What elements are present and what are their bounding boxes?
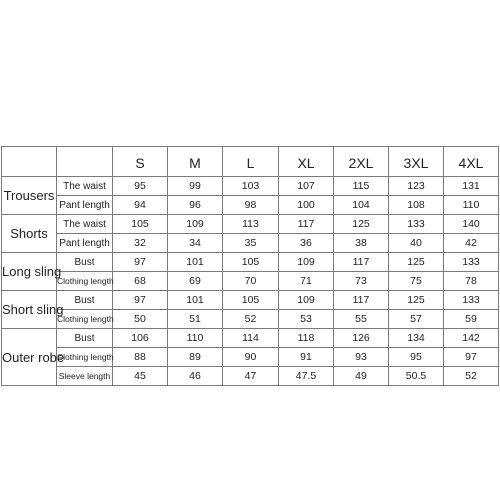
size-value-cell: 103 xyxy=(223,177,279,196)
size-value-cell: 110 xyxy=(444,196,499,215)
size-value-cell: 55 xyxy=(334,310,389,329)
table-row xyxy=(2,329,499,348)
size-value-cell: 142 xyxy=(444,329,499,348)
size-value-cell: 126 xyxy=(334,329,389,348)
size-value-cell: 110 xyxy=(168,329,223,348)
size-value-cell: 101 xyxy=(168,291,223,310)
header-row xyxy=(2,147,499,177)
size-value-cell: 49 xyxy=(334,367,389,386)
size-value-cell: 35 xyxy=(223,234,279,253)
size-value-cell: 109 xyxy=(279,291,334,310)
table-row xyxy=(2,177,499,196)
size-value-cell: 134 xyxy=(389,329,444,348)
size-value-cell: 133 xyxy=(389,215,444,234)
table-row xyxy=(2,215,499,234)
size-header-3xl: 3XL xyxy=(389,147,444,177)
size-value-cell: 98 xyxy=(223,196,279,215)
size-value-cell: 38 xyxy=(334,234,389,253)
size-value-cell: 68 xyxy=(113,272,168,291)
category-label: Trousers xyxy=(2,177,57,215)
measure-label: Clothing length xyxy=(57,310,113,329)
size-value-cell: 140 xyxy=(444,215,499,234)
size-header-2xl: 2XL xyxy=(334,147,389,177)
size-value-cell: 91 xyxy=(279,348,334,367)
size-value-cell: 113 xyxy=(223,215,279,234)
size-value-cell: 117 xyxy=(334,253,389,272)
size-header-l: L xyxy=(223,147,279,177)
table-row xyxy=(2,310,499,329)
size-value-cell: 96 xyxy=(168,196,223,215)
table-row xyxy=(2,253,499,272)
size-header-xl: XL xyxy=(279,147,334,177)
table-row xyxy=(2,234,499,253)
size-value-cell: 125 xyxy=(389,291,444,310)
size-header-m: M xyxy=(168,147,223,177)
size-value-cell: 123 xyxy=(389,177,444,196)
size-value-cell: 75 xyxy=(389,272,444,291)
measure-label: Pant length xyxy=(57,234,113,253)
size-value-cell: 131 xyxy=(444,177,499,196)
header-corner-measure xyxy=(57,147,113,177)
size-value-cell: 90 xyxy=(223,348,279,367)
size-value-cell: 36 xyxy=(279,234,334,253)
size-value-cell: 73 xyxy=(334,272,389,291)
size-value-cell: 97 xyxy=(113,253,168,272)
category-label: Short sling xyxy=(2,291,57,329)
size-value-cell: 93 xyxy=(334,348,389,367)
size-value-cell: 101 xyxy=(168,253,223,272)
size-value-cell: 53 xyxy=(279,310,334,329)
size-value-cell: 133 xyxy=(444,291,499,310)
size-value-cell: 52 xyxy=(223,310,279,329)
size-value-cell: 42 xyxy=(444,234,499,253)
size-value-cell: 105 xyxy=(223,253,279,272)
size-value-cell: 47.5 xyxy=(279,367,334,386)
size-value-cell: 45 xyxy=(113,367,168,386)
measure-label: Clothing length xyxy=(57,272,113,291)
size-value-cell: 105 xyxy=(223,291,279,310)
size-value-cell: 107 xyxy=(279,177,334,196)
size-value-cell: 88 xyxy=(113,348,168,367)
size-value-cell: 115 xyxy=(334,177,389,196)
table-row xyxy=(2,348,499,367)
category-label: Long sling xyxy=(2,253,57,291)
measure-label: Bust xyxy=(57,291,113,310)
category-label: Shorts xyxy=(2,215,57,253)
size-value-cell: 108 xyxy=(389,196,444,215)
size-value-cell: 133 xyxy=(444,253,499,272)
size-value-cell: 125 xyxy=(389,253,444,272)
size-value-cell: 50 xyxy=(113,310,168,329)
measure-label: The waist xyxy=(57,215,113,234)
size-value-cell: 97 xyxy=(113,291,168,310)
size-value-cell: 95 xyxy=(389,348,444,367)
size-value-cell: 52 xyxy=(444,367,499,386)
size-value-cell: 125 xyxy=(334,215,389,234)
size-value-cell: 50.5 xyxy=(389,367,444,386)
size-value-cell: 117 xyxy=(279,215,334,234)
measure-label: Bust xyxy=(57,329,113,348)
size-value-cell: 69 xyxy=(168,272,223,291)
size-value-cell: 104 xyxy=(334,196,389,215)
size-value-cell: 118 xyxy=(279,329,334,348)
measure-label: Pant length xyxy=(57,196,113,215)
size-value-cell: 40 xyxy=(389,234,444,253)
measure-label: Clothing length xyxy=(57,348,113,367)
size-value-cell: 117 xyxy=(334,291,389,310)
size-value-cell: 95 xyxy=(113,177,168,196)
size-value-cell: 46 xyxy=(168,367,223,386)
table-row xyxy=(2,272,499,291)
size-value-cell: 109 xyxy=(279,253,334,272)
measure-label: Bust xyxy=(57,253,113,272)
size-value-cell: 109 xyxy=(168,215,223,234)
size-value-cell: 94 xyxy=(113,196,168,215)
table-row xyxy=(2,367,499,386)
size-value-cell: 70 xyxy=(223,272,279,291)
size-value-cell: 32 xyxy=(113,234,168,253)
size-value-cell: 57 xyxy=(389,310,444,329)
size-value-cell: 99 xyxy=(168,177,223,196)
size-value-cell: 47 xyxy=(223,367,279,386)
size-value-cell: 114 xyxy=(223,329,279,348)
size-value-cell: 34 xyxy=(168,234,223,253)
table-row xyxy=(2,196,499,215)
size-value-cell: 105 xyxy=(113,215,168,234)
size-value-cell: 100 xyxy=(279,196,334,215)
measure-label: Sleeve length xyxy=(57,367,113,386)
size-value-cell: 71 xyxy=(279,272,334,291)
size-value-cell: 51 xyxy=(168,310,223,329)
size-value-cell: 106 xyxy=(113,329,168,348)
table-row xyxy=(2,291,499,310)
measure-label: The waist xyxy=(57,177,113,196)
size-value-cell: 78 xyxy=(444,272,499,291)
header-corner-category xyxy=(2,147,57,177)
size-header-s: S xyxy=(113,147,168,177)
size-value-cell: 59 xyxy=(444,310,499,329)
size-value-cell: 97 xyxy=(444,348,499,367)
size-header-4xl: 4XL xyxy=(444,147,499,177)
category-label: Outer robe xyxy=(2,329,57,386)
size-value-cell: 89 xyxy=(168,348,223,367)
size-chart-table xyxy=(1,146,499,386)
